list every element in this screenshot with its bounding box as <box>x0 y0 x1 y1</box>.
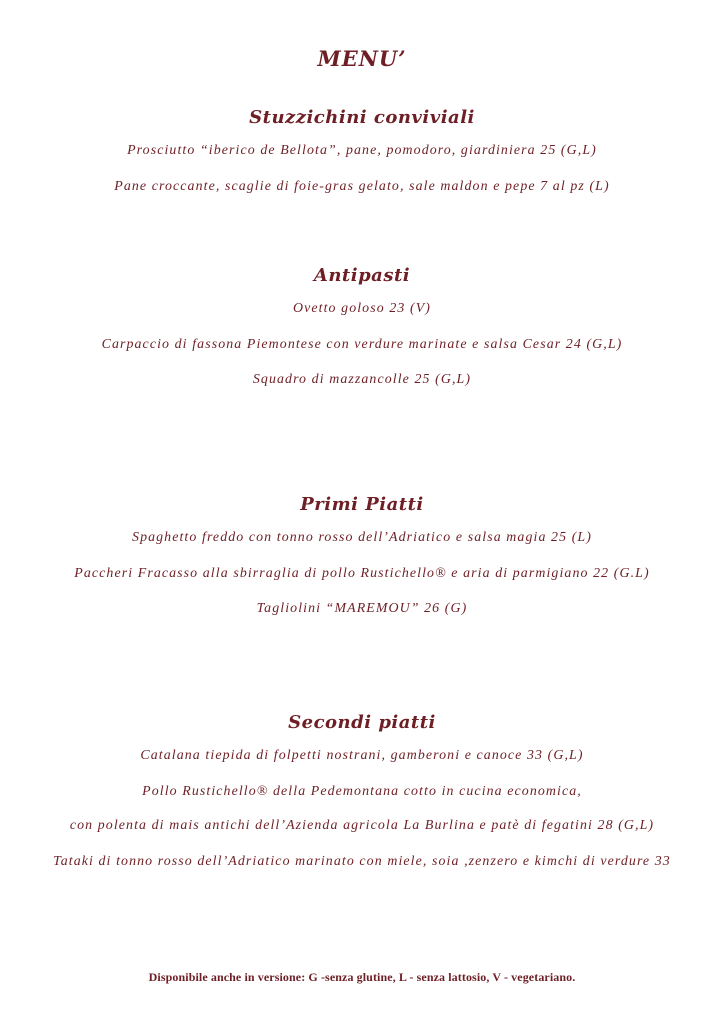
menu-item: Squadro di mazzancolle 25 (G,L) <box>252 372 472 388</box>
menu-title: MENU’ <box>317 46 407 71</box>
menu-item: Prosciutto “iberico de Bellota”, pane, pomodoro, giardiniera 25 (G,L) <box>127 143 597 158</box>
section-antipasti <box>0 265 724 407</box>
menu-item: Catalana tiepida di folpetti nostrani, gamberoni e canoce 33 (G,L) <box>140 748 584 763</box>
dietary-legend: Disponibile anche in versione: G -senza glutine, L - senza lattosio, V - vegetariano. <box>148 970 576 984</box>
section-heading: Secondi piatti <box>288 712 436 733</box>
menu-item: Pollo Rustichello® della Pedemontana cotto in cucina economica, <box>142 783 582 799</box>
section-heading: Stuzzichini conviviali <box>249 107 475 128</box>
section-heading: Antipasti <box>313 265 411 286</box>
menu-item: Spaghetto freddo con tonno rosso dell’Adriatico e salsa magia 25 (L) <box>132 530 592 545</box>
menu-item: Pane croccante, scaglie di foie-gras gelato, sale maldon e pepe 7 al pz (L) <box>114 178 610 194</box>
menu-item: Ovetto goloso 23 (V) <box>293 301 431 316</box>
section-primi-piatti <box>0 494 724 636</box>
menu-item: Tagliolini “MAREMOU” 26 (G) <box>256 601 468 617</box>
menu-item: Tataki di tonno rosso dell’Adriatico marinato con miele, soia ,zenzero e kimchi di verdure 33 <box>53 853 671 869</box>
section-stuzzichini-conviviali <box>0 107 724 213</box>
menu-item: Carpaccio di fassona Piemontese con verdure marinate e salsa Cesar 24 (G,L) <box>101 336 623 352</box>
section-secondi-piatti <box>0 712 724 888</box>
menu-item: Paccheri Fracasso alla sbirraglia di pollo Rustichello® e aria di parmigiano 22 (G.L) <box>74 565 650 581</box>
menu-item-continuation: con polenta di mais antichi dell’Azienda agricola La Burlina e patè di fegatini 28 (G,L) <box>69 818 655 834</box>
section-heading: Primi Piatti <box>300 494 424 515</box>
